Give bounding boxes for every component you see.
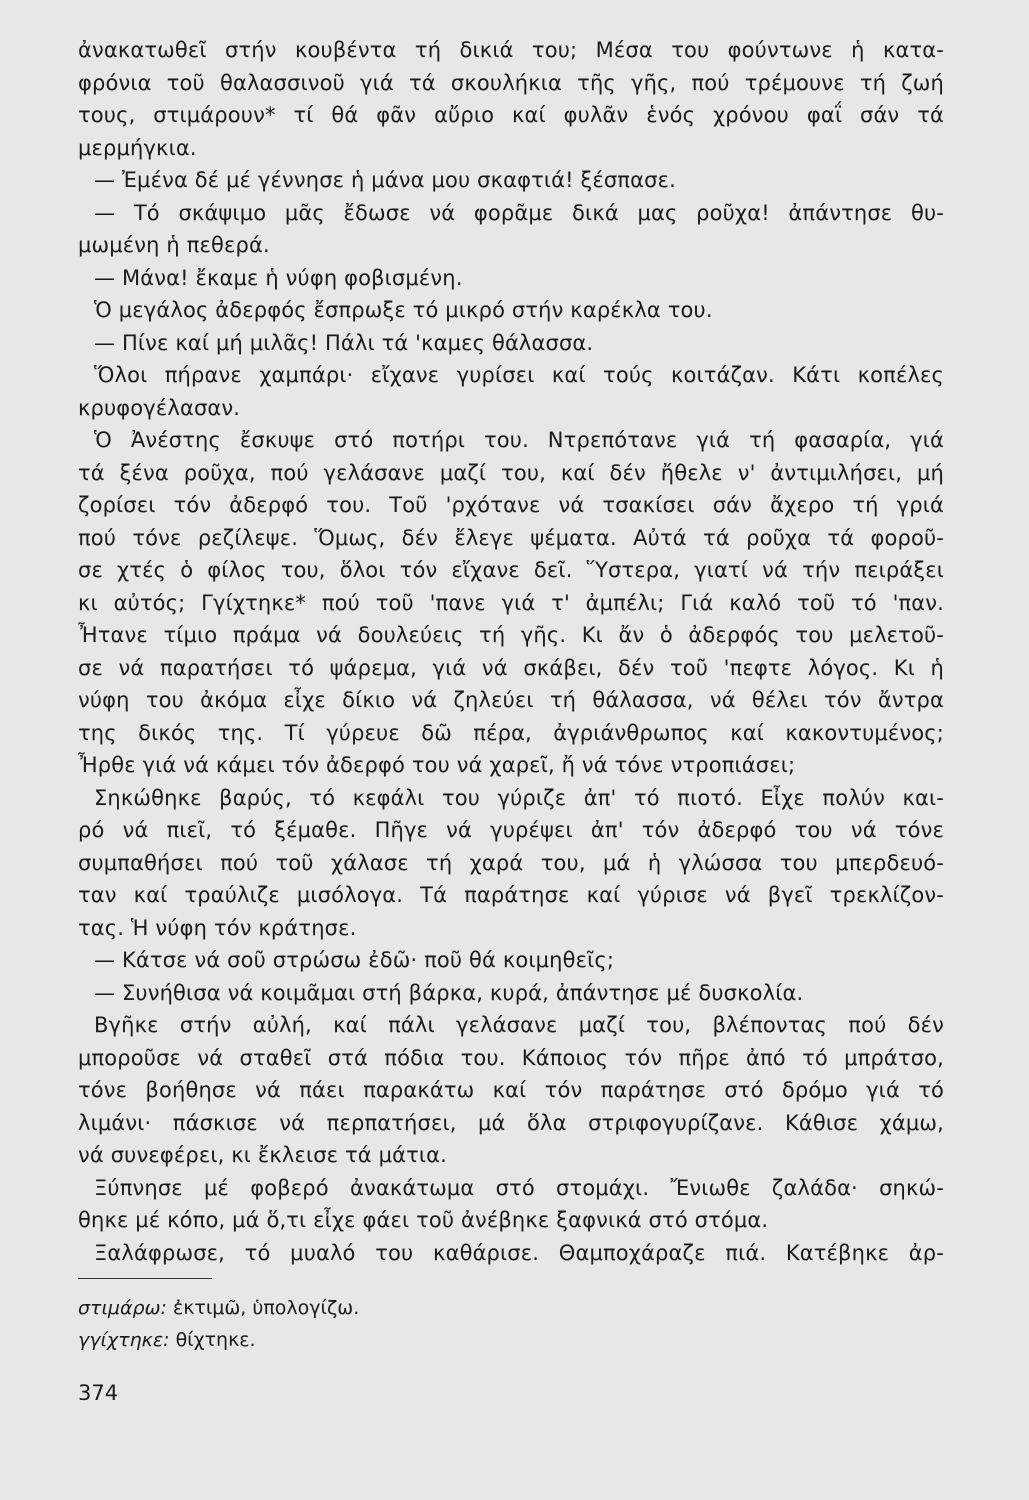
text-line: ταν καί τραύλιζε μισόλογα. Τά παράτησε καί γύρισε νά βγεῖ τρεκλίζον- xyxy=(78,883,944,907)
text-line: συμπαθήσει πού τοῦ χάλασε τή χαρά του, μά ἡ γλώσσα του μπερδευό- xyxy=(78,850,944,875)
page-number: 374 xyxy=(78,1381,119,1405)
text-line: — Πίνε καί μή μιλᾶς! Πάλι τά 'καμες θάλασσα. xyxy=(94,330,594,355)
text-line: ἀνακατωθεῖ στήν κουβέντα τή δικιά του; Μέσα του φούντωνε ἡ κατα- xyxy=(78,38,944,62)
text-line: μερμήγκια. xyxy=(78,135,197,160)
footnote-rule xyxy=(78,1278,212,1279)
body-text xyxy=(78,34,944,1269)
text-line: τας. Ἡ νύφη τόν κράτησε. xyxy=(78,915,357,940)
text-line: Ὅλοι πήρανε χαμπάρι· εἴχανε γυρίσει καί τούς κοιτάζαν. Κάτι κοπέλες xyxy=(94,363,944,387)
text-line: νά συνεφέρει, κι ἔκλεισε τά μάτια. xyxy=(78,1143,447,1167)
text-line: κι αὐτός; Γγίχτηκε* πού τοῦ 'πανε γιά τ' ἀμπέλι; Γιά καλό τοῦ τό 'παν. xyxy=(78,590,944,615)
text-line: της δικός της. Τί γύρευε δῶ πέρα, ἀγριάνθρωπος καί κακοντυμένος; xyxy=(78,720,944,745)
text-line: — Τό σκάψιμο μᾶς ἔδωσε νά φορᾶμε δικά μας ροῦχα! ἀπάντησε θυ- xyxy=(94,200,944,225)
text-line: τόνε βοήθησε νά πάει παρακάτω καί τόν παράτησε στό δρόμο γιά τό xyxy=(78,1078,944,1102)
text-line: ζορίσει τόν ἀδερφό του. Τοῦ 'ρχότανε νά τσακίσει σάν ἄχερο τή γριά xyxy=(78,493,944,517)
footnotes xyxy=(78,1292,678,1356)
text-line: σε χτές ὁ φίλος του, ὅλοι τόν εἴχανε δεῖ. Ὕστερα, γιατί νά τήν πειράξει xyxy=(78,558,944,582)
footnote xyxy=(78,1292,678,1324)
text-line: Ἦρθε γιά νά κάμει τόν ἀδερφό του νά χαρεῖ, ἤ νά τόνε ντροπιάσει; xyxy=(78,753,796,777)
text-line: ρό νά πιεῖ, τό ξέμαθε. Πῆγε νά γυρέψει ἀπ' τόν ἀδερφό του νά τόνε xyxy=(78,818,944,842)
text-line: τους, στιμάρουν* τί θά φᾶν αὔριο καί φυλᾶν ἑνός χρόνου φαΐ σάν τά xyxy=(78,103,944,127)
footnote-definition: ἐκτιμῶ, ὑπολογίζω. xyxy=(172,1297,360,1319)
text-line: Βγῆκε στήν αὐλή, καί πάλι γελάσανε μαζί του, βλέποντας πού δέν xyxy=(94,1013,944,1037)
text-line: τά ξένα ροῦχα, πού γελάσανε μαζί του, καί δέν ἤθελε ν' ἀντιμιλήσει, μή xyxy=(78,460,944,485)
text-line: — Ἐμένα δέ μέ γέννησε ἡ μάνα μου σκαφτιά! ξέσπασε. xyxy=(94,168,676,192)
footnote-term: γγίχτηκε: xyxy=(78,1329,170,1351)
footnote xyxy=(78,1324,678,1356)
text-line: Σηκώθηκε βαρύς, τό κεφάλι του γύριζε ἀπ' τό πιοτό. Εἶχε πολύν και- xyxy=(94,785,944,810)
text-line: Ἦτανε τίμιο πράμα νά δουλεύεις τή γῆς. Κι ἄν ὁ ἀδερφός του μελετοῦ- xyxy=(78,623,944,647)
text-line: λιμάνι· πάσκισε νά περπατήσει, μά ὅλα στριφογυρίζανε. Κάθισε χάμω, xyxy=(78,1110,944,1135)
text-line: μποροῦσε νά σταθεῖ στά πόδια του. Κάποιος τόν πῆρε ἀπό τό μπράτσο, xyxy=(78,1045,944,1070)
text-line: θηκε μέ κόπο, μά ὅ,τι εἶχε φάει τοῦ ἀνέβηκε ξαφνικά στό στόμα. xyxy=(78,1208,769,1232)
text-line: Ξύπνησε μέ φοβερό ἀνακάτωμα στό στομάχι. Ἔνιωθε ζαλάδα· σηκώ- xyxy=(94,1175,944,1200)
footnote-term: στιμάρω: xyxy=(78,1297,167,1319)
text-line: — Συνήθισα νά κοιμᾶμαι στή βάρκα, κυρά, ἀπάντησε μέ δυσκολία. xyxy=(94,980,804,1005)
text-line: σε νά παρατήσει τό ψάρεμα, γιά νά σκάβει, δέν τοῦ 'πεφτε λόγος. Κι ἡ xyxy=(78,655,944,680)
footnote-definition: θίχτηκε. xyxy=(175,1329,256,1351)
text-line: Ὁ μεγάλος ἀδερφός ἔσπρωξε τό μικρό στήν καρέκλα του. xyxy=(94,298,713,322)
text-line: — Κάτσε νά σοῦ στρώσω ἐδῶ· ποῦ θά κοιμηθεῖς; xyxy=(94,948,615,972)
text-line: νύφη του ἀκόμα εἶχε δίκιο νά ζηλεύει τή θάλασσα, νά θέλει τόν ἄντρα xyxy=(78,688,944,712)
text-line: μωμένη ἡ πεθερά. xyxy=(78,233,270,257)
text-line: — Μάνα! ἔκαμε ἡ νύφη φοβισμένη. xyxy=(94,265,463,290)
text-line: πού τόνε ρεζίλεψε. Ὅμως, δέν ἔλεγε ψέματα. Αὐτά τά ροῦχα τά φοροῦ- xyxy=(78,525,944,550)
text-line: Ξαλάφρωσε, τό μυαλό του καθάρισε. Θαμποχάραζε πιά. Κατέβηκε ἀρ- xyxy=(94,1240,944,1265)
text-line: φρόνια τοῦ θαλασσινοῦ γιά τά σκουλήκια τῆς γῆς, πού τρέμουνε τή ζωή xyxy=(78,70,944,95)
text-line: Ὁ Ἀνέστης ἔσκυψε στό ποτήρι του. Ντρεπότανε γιά τή φασαρία, γιά xyxy=(94,428,944,452)
text-line: κρυφογέλασαν. xyxy=(78,395,241,420)
